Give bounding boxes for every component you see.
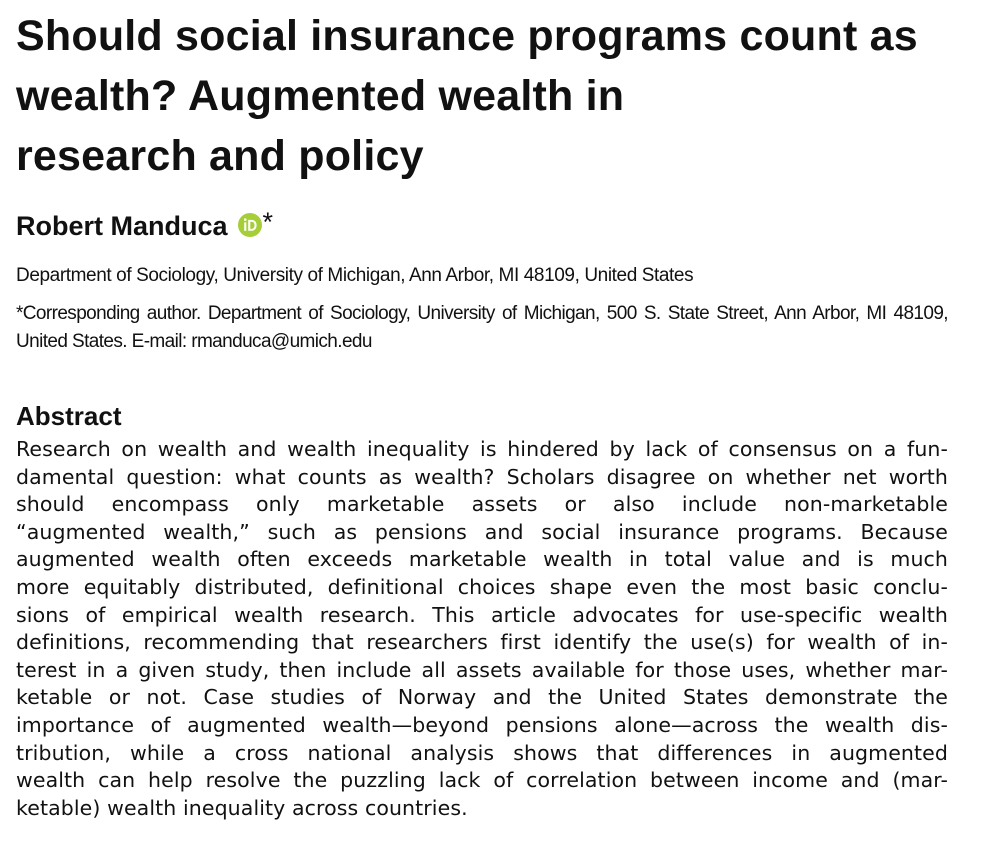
article-header: [16, 6, 948, 822]
abstract-line: wealth can help resolve the puzzling lack of correlation between income and (mar-: [16, 768, 948, 793]
abstract-line: ketable or not. Case studies of Norway and the United States demonstrate the: [16, 685, 948, 710]
abstract-line: damental question: what counts as wealth? Scholars disagree on whether net worth: [16, 464, 948, 489]
abstract-line: tribution, while a cross national analysis shows that differences in augmented: [16, 740, 948, 765]
abstract-line: importance of augmented wealth—beyond pensions alone—across the wealth dis-: [16, 712, 948, 737]
title-line: research and policy: [16, 132, 424, 180]
author-name[interactable]: Robert Manduca: [16, 210, 228, 241]
abstract-line: augmented wealth often exceeds marketable wealth in total value and is much: [16, 547, 948, 572]
article-title: [16, 6, 948, 186]
abstract-line: definitions, recommending that researchers first identify the use(s) for wealth of in-: [16, 630, 948, 655]
abstract-line: terest in a given study, then include all assets available for those uses, whether mar-: [16, 657, 948, 682]
corresponding-mark: *: [262, 206, 274, 237]
abstract-line: ketable) wealth inequality across countries.: [16, 795, 468, 820]
orcid-icon[interactable]: [238, 213, 262, 237]
affiliation: Department of Sociology, University of Michigan, Ann Arbor, MI 48109, United States: [16, 265, 694, 286]
corresponding-author-note: *Corresponding author. Department of Sociology, University of Michigan, 500 S. State Street, Ann Arbor, MI 48109, United States. E-mail: rmanduca@umich.edu: [16, 303, 948, 352]
abstract-line: should encompass only marketable assets or also include non-marketable: [16, 492, 948, 517]
author-line: [16, 206, 948, 246]
title-line: wealth? Augmented wealth in: [16, 72, 625, 120]
abstract-line: Research on wealth and wealth inequality is hindered by lack of consensus on a fun-: [16, 437, 948, 461]
abstract-body: [16, 436, 948, 822]
title-line: Should social insurance programs count as: [16, 12, 918, 60]
abstract-line: sions of empirical wealth research. This article advocates for use-specific wealth: [16, 602, 948, 627]
abstract-heading: Abstract: [16, 401, 122, 431]
abstract-line: more equitably distributed, definitional choices shape even the most basic conclu-: [16, 574, 948, 599]
abstract-line: “augmented wealth,” such as pensions and social insurance programs. Because: [16, 519, 948, 544]
